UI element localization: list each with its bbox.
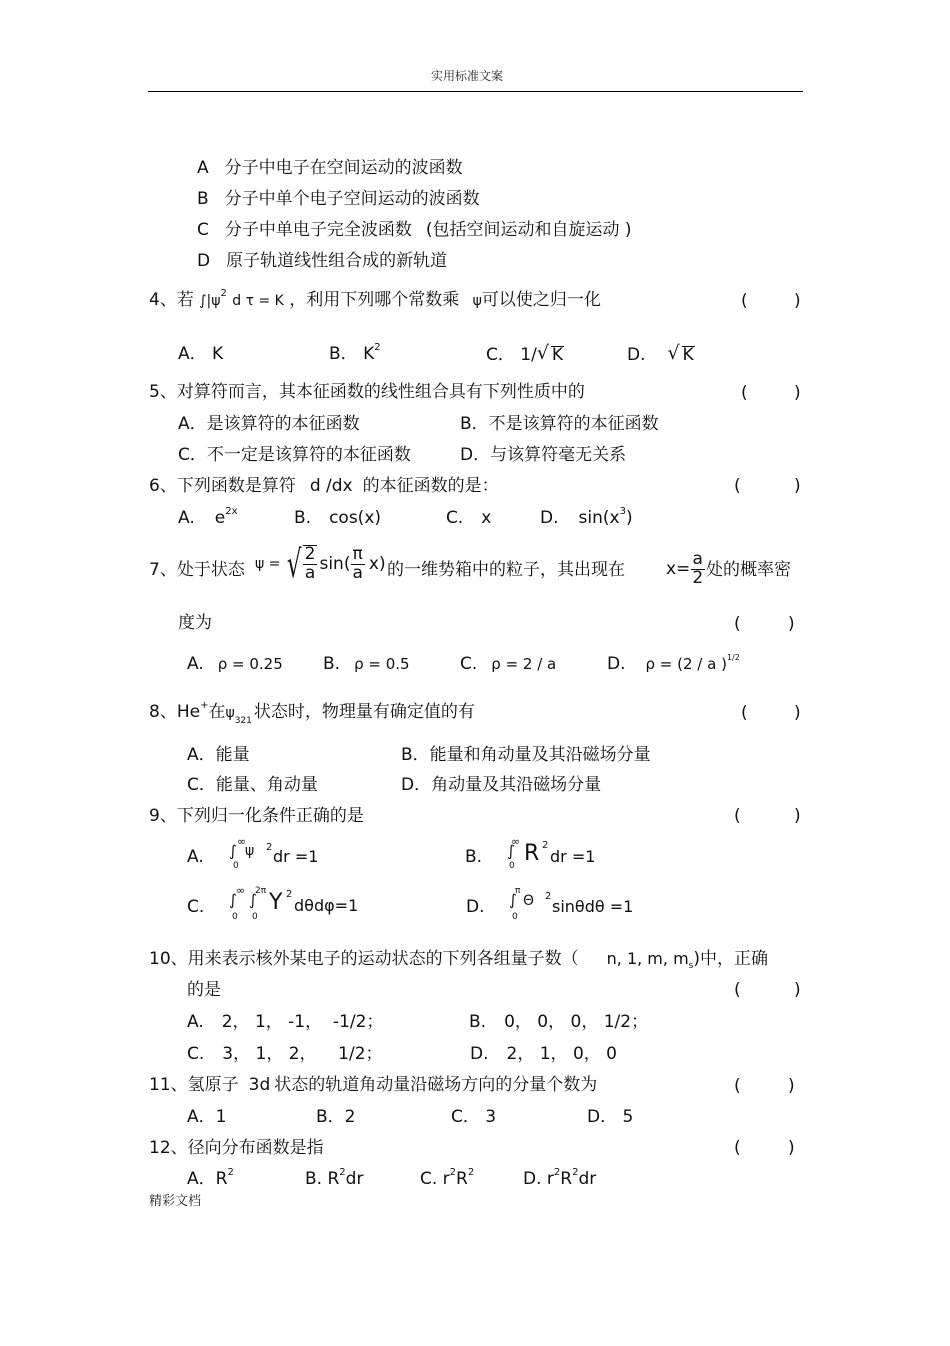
- q7-option-c: C. ρ = 2 / a: [460, 654, 557, 674]
- q7-answer-paren-close: ): [788, 614, 795, 634]
- q5-option-d: D．与该算符毫无关系: [460, 445, 627, 465]
- q10-option-b: B. 0， 0， 0， 1/2；: [469, 1012, 649, 1032]
- q5-stem: 5、对算符而言，其本征函数的线性组合具有下列性质中的: [149, 382, 585, 402]
- q7-stem-c: 处的概率密: [706, 560, 791, 580]
- q7-option-a: A. ρ = 0.25: [187, 654, 283, 674]
- q12-answer-paren-open: (: [734, 1138, 741, 1158]
- q5-option-b: B．不是该算符的本征函数: [460, 414, 659, 434]
- q10-stem: 10、用来表示核外某电子的运动状态的下列各组量子数（ n, 1, m, $m_s$)中，正确: [149, 949, 768, 971]
- q10-answer-paren-close: ): [794, 980, 801, 1000]
- q8-option-d: D．角动量及其沿磁场分量: [401, 775, 602, 795]
- q3-option-d: D 原子轨道线性组合成的新轨道: [197, 251, 448, 271]
- q8-option-c: C．能量、角动量: [187, 775, 318, 795]
- q6-option-d: D. $\sin(x^3)$: [540, 506, 633, 528]
- q7-option-d: D. ρ = (2 / a )$^{1/2}$: [607, 653, 740, 674]
- q10-stem-c: 的是: [187, 980, 221, 1000]
- q8-stem: 8、He+在$\psi_{321}$ 状态时，物理量有确定值的有: [149, 700, 475, 726]
- q8-answer-paren-open: (: [741, 703, 748, 723]
- q11-option-a: A．1: [187, 1107, 227, 1127]
- q10-option-d: D. 2， 1， 0， 0: [470, 1044, 617, 1064]
- q5-answer-paren-open: (: [741, 383, 748, 403]
- q7-psi-formula: ψ = √ $\frac{2}{a}$ sin( $\frac{\pi}{a}$ x): [255, 542, 386, 586]
- q10-option-a: A. 2， 1， -1， -1/2；: [187, 1012, 384, 1032]
- q7-position: x= $\frac{a}{2}$: [666, 549, 704, 588]
- q4-option-a: A． K: [178, 344, 224, 364]
- q7-answer-paren-open: (: [734, 614, 741, 634]
- q6-answer-paren-close: ): [794, 476, 801, 496]
- q4-option-b: B． $K^2$: [329, 342, 381, 364]
- q6-option-b: B. cos(x): [294, 508, 382, 528]
- q6-stem: 6、下列函数是算符 d /dx 的本征函数的是：: [149, 476, 499, 496]
- q7-stem-b: 的一维势箱中的粒子，其出现在: [387, 560, 625, 580]
- q3-option-c: C 分子中单电子完全波函数 (包括空间运动和自旋运动 ): [197, 220, 632, 240]
- q4-answer-paren-close: ): [794, 291, 801, 311]
- q9-answer-paren-close: ): [794, 806, 801, 826]
- q9-option-d-label: D.: [466, 897, 485, 917]
- q7-stem-a: 7、处于状态: [149, 560, 245, 580]
- q8-option-b: B．能量和角动量及其沿磁场分量: [401, 745, 651, 765]
- q12-stem: 12、径向分布函数是指: [149, 1138, 324, 1158]
- page-header: 实用标准文案: [431, 69, 504, 83]
- q3-option-a: A 分子中电子在空间运动的波函数: [197, 158, 463, 178]
- q9-option-b-label: B.: [465, 847, 483, 867]
- header-rule: [148, 91, 803, 92]
- q10-option-c: C. 3， 1， 2， 1/2；: [187, 1044, 383, 1064]
- q10-answer-paren-open: (: [734, 980, 741, 1000]
- q12-option-a: A．$R^2$: [187, 1167, 234, 1189]
- q5-option-c: C．不一定是该算符的本征函数: [178, 445, 411, 465]
- q3-option-b: B 分子中单个电子空间运动的波函数: [197, 189, 480, 209]
- q11-answer-paren-open: (: [734, 1076, 741, 1096]
- q9-option-c-label: C.: [187, 897, 205, 917]
- q11-stem: 11、氢原子 3d 状态的轨道角动量沿磁场方向的分量个数为: [149, 1075, 598, 1095]
- q11-option-d: D． 5: [587, 1107, 634, 1127]
- q9-option-a-label: A.: [187, 847, 204, 867]
- q6-option-a: A. $e^{2x}$: [178, 506, 238, 528]
- q9-answer-paren-open: (: [734, 806, 741, 826]
- q12-option-d: D. $r^2R^2dr$: [523, 1167, 597, 1189]
- q11-answer-paren-close: ): [788, 1076, 795, 1096]
- q11-option-c: C． 3: [451, 1107, 497, 1127]
- q6-answer-paren-open: (: [734, 476, 741, 496]
- page-footer: 精彩文档: [149, 1194, 202, 1209]
- q4-option-d: D.√ K: [627, 346, 695, 364]
- q7-stem-d: 度为: [178, 613, 212, 633]
- q6-option-c: C. x: [446, 508, 492, 528]
- q4-answer-paren-open: (: [741, 291, 748, 311]
- q4-option-c: C． 1/√ K: [486, 346, 564, 364]
- q5-answer-paren-close: ): [794, 383, 801, 403]
- q8-option-a: A．能量: [187, 745, 250, 765]
- q4-stem: 4、若 $\int|\psi^2$ d τ = K ，利用下列哪个常数乘 ψ可以使之归一化: [149, 288, 601, 310]
- q12-option-c: C. $r^2R^2$: [420, 1167, 475, 1189]
- q12-option-b: B. $R^2dr$: [305, 1167, 364, 1189]
- q5-option-a: A．是该算符的本征函数: [178, 414, 360, 434]
- q9-stem: 9、下列归一化条件正确的是: [149, 806, 364, 826]
- q12-answer-paren-close: ): [788, 1138, 795, 1158]
- q11-option-b: B．2: [316, 1107, 356, 1127]
- q8-answer-paren-close: ): [794, 703, 801, 723]
- q7-option-b: B. ρ = 0.5: [323, 654, 410, 674]
